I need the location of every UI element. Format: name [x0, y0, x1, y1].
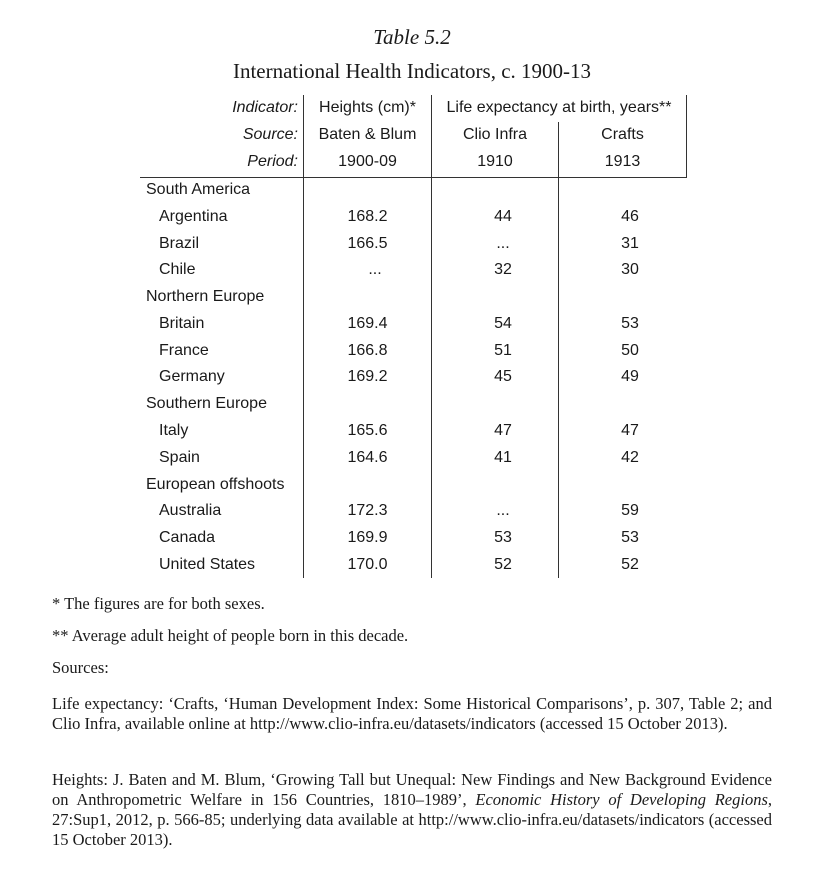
journal-title: Economic History of Developing Regions	[475, 790, 768, 809]
clio-period: 1910	[477, 153, 513, 170]
divider-right-header	[686, 95, 687, 177]
country-brazil: Brazil	[159, 235, 200, 252]
footnote-both-sexes: * The figures are for both sexes.	[52, 594, 265, 613]
crafts-brazil: 31	[621, 235, 639, 252]
clio-germany: 45	[494, 368, 512, 385]
crafts-chile: 30	[621, 261, 639, 278]
height-united-states: 170.0	[347, 556, 388, 573]
crafts-united-states: 52	[621, 556, 639, 573]
height-britain: 169.4	[347, 315, 388, 332]
country-italy: Italy	[159, 422, 189, 439]
crafts-australia: 59	[621, 502, 639, 519]
heights-source-note	[52, 770, 772, 850]
crafts-period: 1913	[604, 153, 641, 170]
crafts-germany: 49	[621, 368, 639, 385]
group-south-america: South America	[146, 181, 251, 198]
crafts-source: Crafts	[601, 126, 644, 143]
country-canada: Canada	[159, 529, 216, 546]
country-britain: Britain	[159, 315, 205, 332]
height-chile: ...	[368, 261, 382, 278]
height-france: 166.8	[347, 342, 388, 359]
country-australia: Australia	[159, 502, 222, 519]
header-bottom-rule	[140, 177, 687, 178]
height-germany: 169.2	[347, 368, 388, 385]
height-canada: 169.9	[347, 529, 388, 546]
clio-argentina: 44	[494, 208, 512, 225]
country-germany: Germany	[159, 368, 225, 385]
clio-spain: 41	[494, 449, 512, 466]
clio-chile: 32	[494, 261, 512, 278]
period-label: Period:	[247, 153, 298, 170]
crafts-italy: 47	[621, 422, 639, 439]
country-france: France	[159, 342, 209, 359]
clio-united-states: 52	[494, 556, 512, 573]
life-expectancy-indicator: Life expectancy at birth, years**	[446, 99, 672, 116]
group-northern-europe: Northern Europe	[146, 288, 265, 305]
height-australia: 172.3	[347, 502, 388, 519]
source-label: Source:	[242, 126, 298, 143]
height-brazil: 166.5	[347, 235, 388, 252]
height-italy: 165.6	[347, 422, 388, 439]
group-european-offshoots: European offshoots	[146, 476, 285, 493]
crafts-france: 50	[621, 342, 639, 359]
clio-britain: 54	[494, 315, 512, 332]
heights-period: 1900-09	[338, 153, 397, 170]
country-united-states: United States	[159, 556, 256, 573]
heights-source-details: , 27:Sup1, 2012, p. 566-85; underlying data available at http://www.clio-infra.eu/datasets/indicators (accessed 15 October 2013).	[52, 790, 772, 849]
life-expectancy-source: Life expectancy: ‘Crafts, ‘Human Development Index: Some Historical Comparisons’, p. 307, Table 2; and Clio Infra, available online at http://www.clio-infra.eu/datasets/indicators (accessed 15 October 2013).	[52, 694, 772, 733]
table-title: International Health Indicators, c. 1900-13	[232, 59, 592, 83]
height-spain: 164.6	[347, 449, 388, 466]
group-southern-europe: Southern Europe	[146, 395, 267, 412]
country-spain: Spain	[159, 449, 200, 466]
table-number: Table 5.2	[373, 25, 451, 49]
height-argentina: 168.2	[347, 208, 388, 225]
clio-source: Clio Infra	[462, 126, 528, 143]
crafts-canada: 53	[621, 529, 639, 546]
country-argentina: Argentina	[159, 208, 228, 225]
crafts-spain: 42	[621, 449, 639, 466]
footnote-average-height: ** Average adult height of people born in this decade.	[52, 626, 409, 645]
country-chile: Chile	[159, 261, 196, 278]
sources-label: Sources:	[52, 658, 109, 677]
indicator-label: Indicator:	[232, 99, 298, 116]
clio-italy: 47	[494, 422, 512, 439]
clio-canada: 53	[494, 529, 512, 546]
crafts-britain: 53	[621, 315, 639, 332]
clio-brazil: ...	[496, 235, 510, 252]
crafts-argentina: 46	[621, 208, 639, 225]
clio-australia: ...	[496, 502, 510, 519]
clio-france: 51	[494, 342, 512, 359]
heights-source: Baten & Blum	[318, 126, 417, 143]
heights-indicator: Heights (cm)*	[319, 99, 416, 116]
heights-source-text: Heights: J. Baten and M. Blum, ‘Growing Tall but Unequal: New Findings and New Background Evidence on Anthropometric Welfare in 156 Countries, 1810–1989’,	[52, 770, 772, 809]
